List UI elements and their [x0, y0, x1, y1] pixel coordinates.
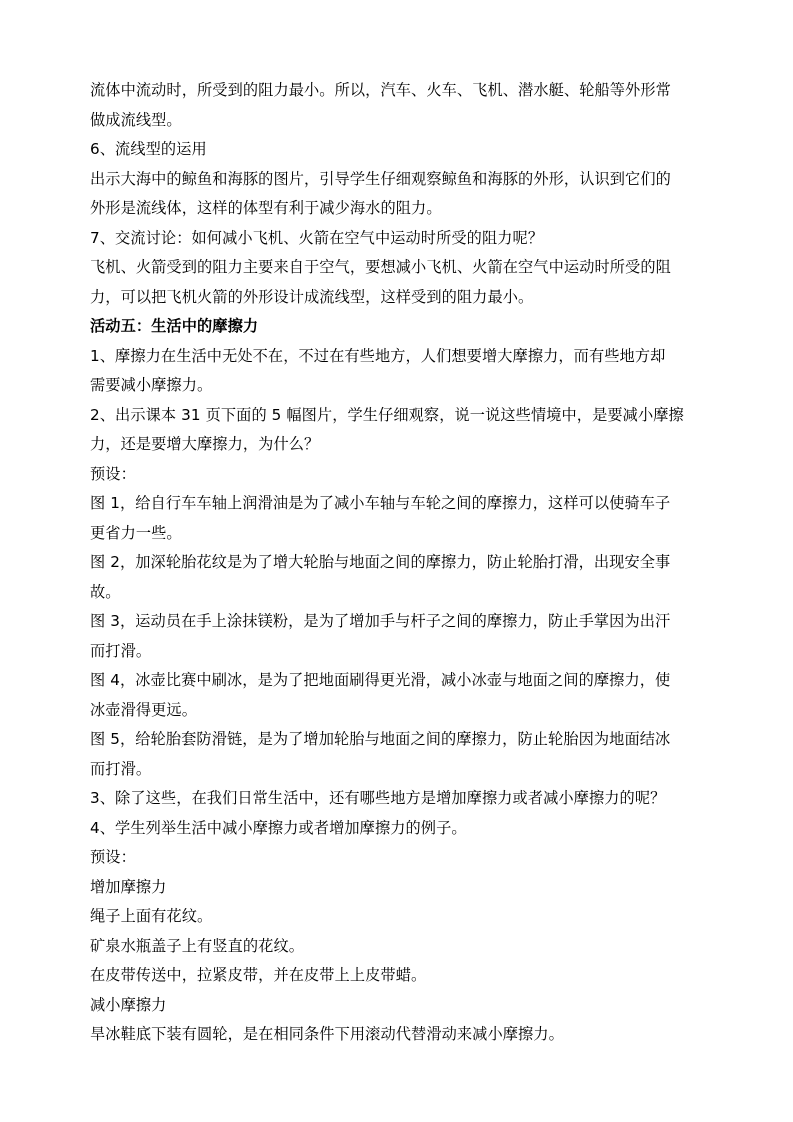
section-heading: 活动五：生活中的摩擦力 [90, 317, 259, 335]
preset-label: 预设： [90, 848, 136, 866]
paragraph-line: 出示大海中的鲸鱼和海豚的图片，引导学生仔细观察鲸鱼和海豚的外形，认识到它们的 [90, 169, 671, 188]
document-page [90, 76, 705, 1050]
paragraph-line: 更省力一些。 [90, 523, 182, 542]
list-category: 增加摩擦力 [90, 877, 167, 896]
list-item-heading: 7、交流讨论：如何减小飞机、火箭在空气中运动时所受的阻力呢？ [90, 228, 544, 247]
paragraph-line: 外形是流线体，这样的体型有利于减少海水的阻力。 [90, 199, 442, 217]
list-category: 减小摩擦力 [90, 995, 167, 1014]
paragraph-line: 图 2，加深轮胎花纹是为了增大轮胎与地面之间的摩擦力，防止轮胎打滑，出现安全事 [90, 553, 671, 571]
list-item: 矿泉水瓶盖子上有竖直的花纹。 [90, 936, 305, 955]
list-item: 在皮带传送中，拉紧皮带，并在皮带上上皮带蜡。 [90, 966, 427, 984]
paragraph-line: 故。 [90, 582, 121, 601]
paragraph-line: 1、摩擦力在生活中无处不在，不过在有些地方，人们想要增大摩擦力，而有些地方却 [90, 346, 666, 365]
paragraph-line: 4、学生列举生活中减小摩擦力或者增加摩擦力的例子。 [90, 818, 467, 837]
paragraph-line: 图 1，给自行车车轴上润滑油是为了减小车轴与车轮之间的摩擦力，这样可以使骑车子 [90, 494, 671, 512]
paragraph-line: 冰壶滑得更远。 [90, 700, 198, 719]
paragraph-line: 图 5，给轮胎套防滑链，是为了增加轮胎与地面之间的摩擦力，防止轮胎因为地面结冰 [90, 730, 671, 748]
paragraph-line: 图 3，运动员在手上涂抹镁粉，是为了增加手与杆子之间的摩擦力，防止手掌因为出汗 [90, 612, 671, 630]
preset-label: 预设： [90, 464, 136, 483]
paragraph-line: 而打滑。 [90, 759, 152, 778]
list-item: 旱冰鞋底下装有圆轮，是在相同条件下用滚动代替滑动来减小摩擦力。 [90, 1025, 564, 1043]
paragraph-line: 做成流线型。 [90, 110, 182, 129]
paragraph-line: 流体中流动时，所受到的阻力最小。所以，汽车、火车、飞机、潜水艇、轮船等外形常 [90, 81, 671, 99]
paragraph-line: 2、出示课本 31 页下面的 5 幅图片，学生仔细观察，说一说这些情境中，是要减小摩擦 [90, 405, 684, 424]
list-item: 绳子上面有花纹。 [90, 907, 213, 925]
list-item-heading: 6、流线型的运用 [90, 140, 207, 158]
paragraph-line: 飞机、火箭受到的阻力主要来自于空气，要想减小飞机、火箭在空气中运动时所受的阻 [90, 258, 671, 276]
paragraph-line: 图 4，冰壶比赛中刷冰，是为了把地面刷得更光滑，减小冰壶与地面之间的摩擦力，使 [90, 671, 671, 689]
paragraph-line: 需要减小摩擦力。 [90, 376, 213, 394]
paragraph-line: 力，可以把飞机火箭的外形设计成流线型，这样受到的阻力最小。 [90, 287, 534, 306]
paragraph-line: 而打滑。 [90, 641, 152, 660]
paragraph-line: 力，还是要增大摩擦力，为什么？ [90, 435, 320, 453]
paragraph-line: 3、除了这些，在我们日常生活中，还有哪些地方是增加摩擦力或者减小摩擦力的呢？ [90, 789, 666, 807]
